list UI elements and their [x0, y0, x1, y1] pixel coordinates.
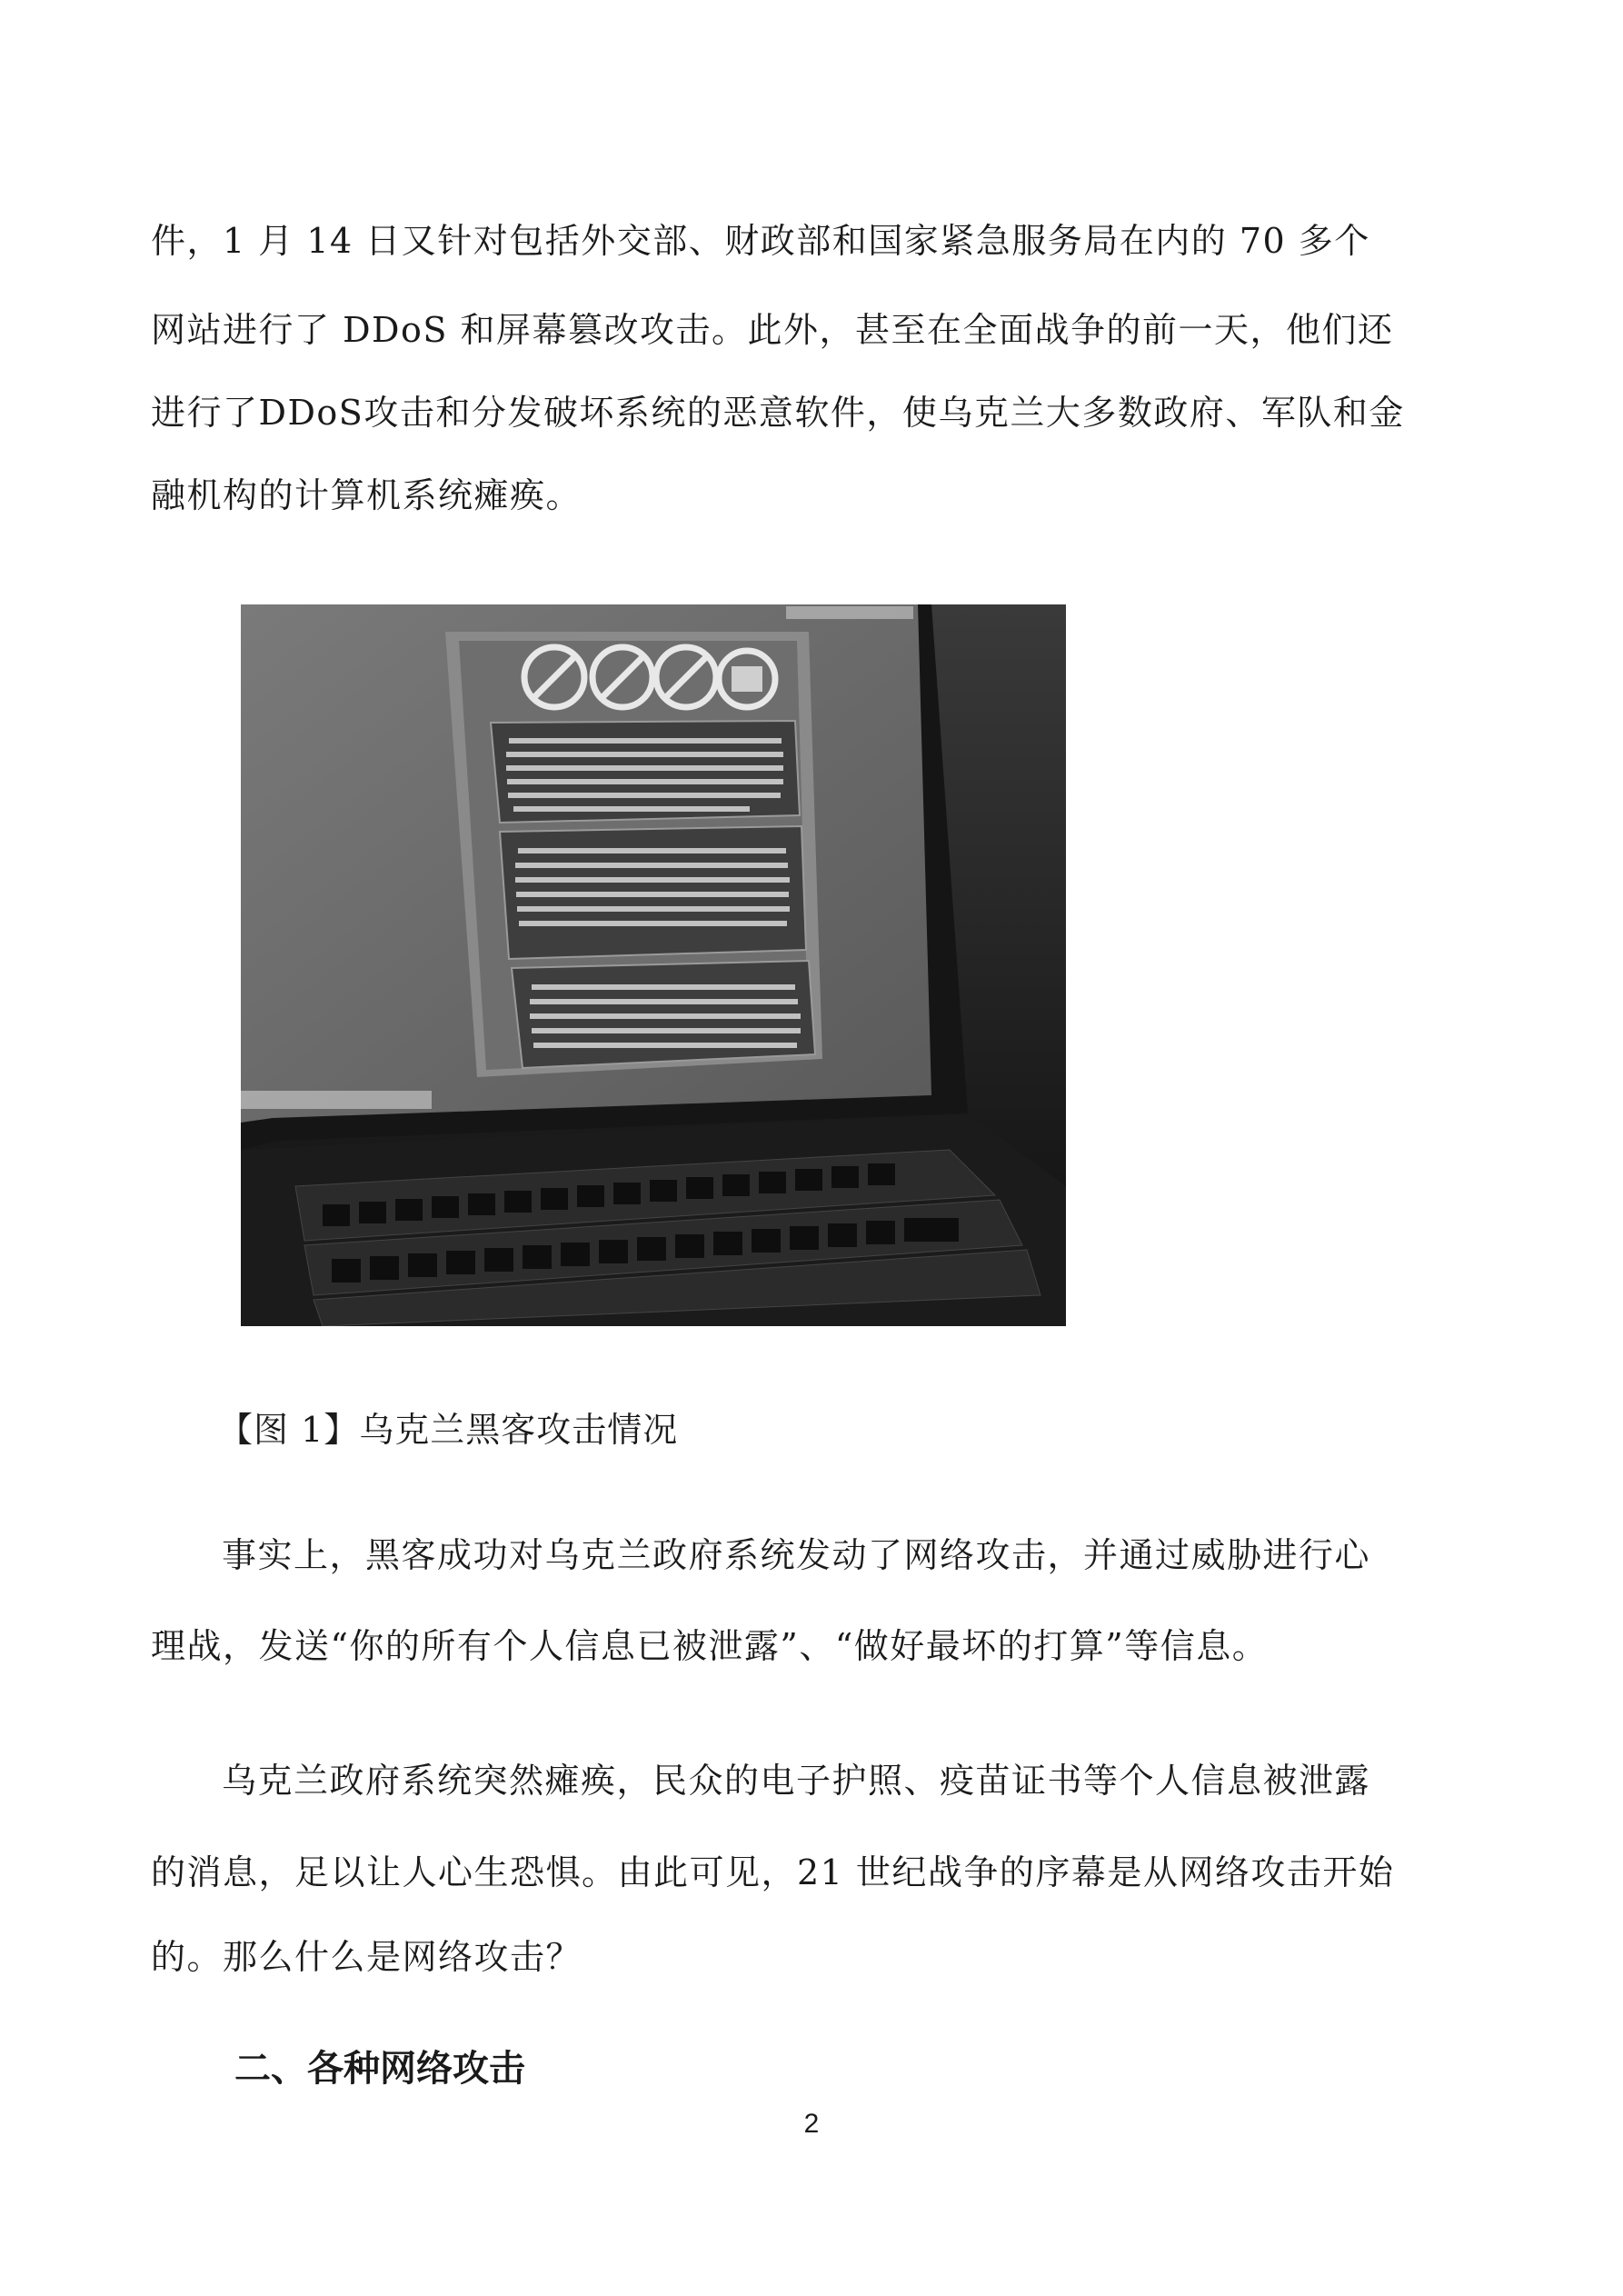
text-line: 进行了DDoS攻击和分发破坏系统的恶意软件，使乌克兰大多数政府、军队和金	[151, 393, 1405, 433]
text-line: 乌克兰政府系统突然瘫痪，民众的电子护照、疫苗证书等个人信息被泄露	[222, 1761, 1371, 1801]
text-line: 理战，发送“你的所有个人信息已被泄露”、“做好最坏的打算”等信息。	[151, 1626, 1269, 1666]
text-line: 网站进行了 DDoS 和屏幕篡改攻击。此外，甚至在全面战争的前一天，他们还	[151, 310, 1394, 350]
section-heading: 二、各种网络攻击	[234, 2048, 525, 2090]
figure-photo-laptop-screen	[241, 604, 1066, 1326]
text-line: 的。那么什么是网络攻击？	[151, 1937, 582, 1977]
text-line: 事实上，黑客成功对乌克兰政府系统发动了网络攻击，并通过威胁进行心	[222, 1535, 1371, 1575]
text-line: 融机构的计算机系统瘫痪。	[151, 475, 582, 515]
page-number: 2	[803, 2109, 820, 2139]
text-line: 件，1 月 14 日又针对包括外交部、财政部和国家紧急服务局在内的 70 多个	[151, 221, 1370, 261]
text-line: 的消息，足以让人心生恐惧。由此可见，21 世纪战争的序幕是从网络攻击开始	[151, 1852, 1395, 1892]
figure-caption: 【图 1】乌克兰黑客攻击情况	[218, 1410, 679, 1450]
